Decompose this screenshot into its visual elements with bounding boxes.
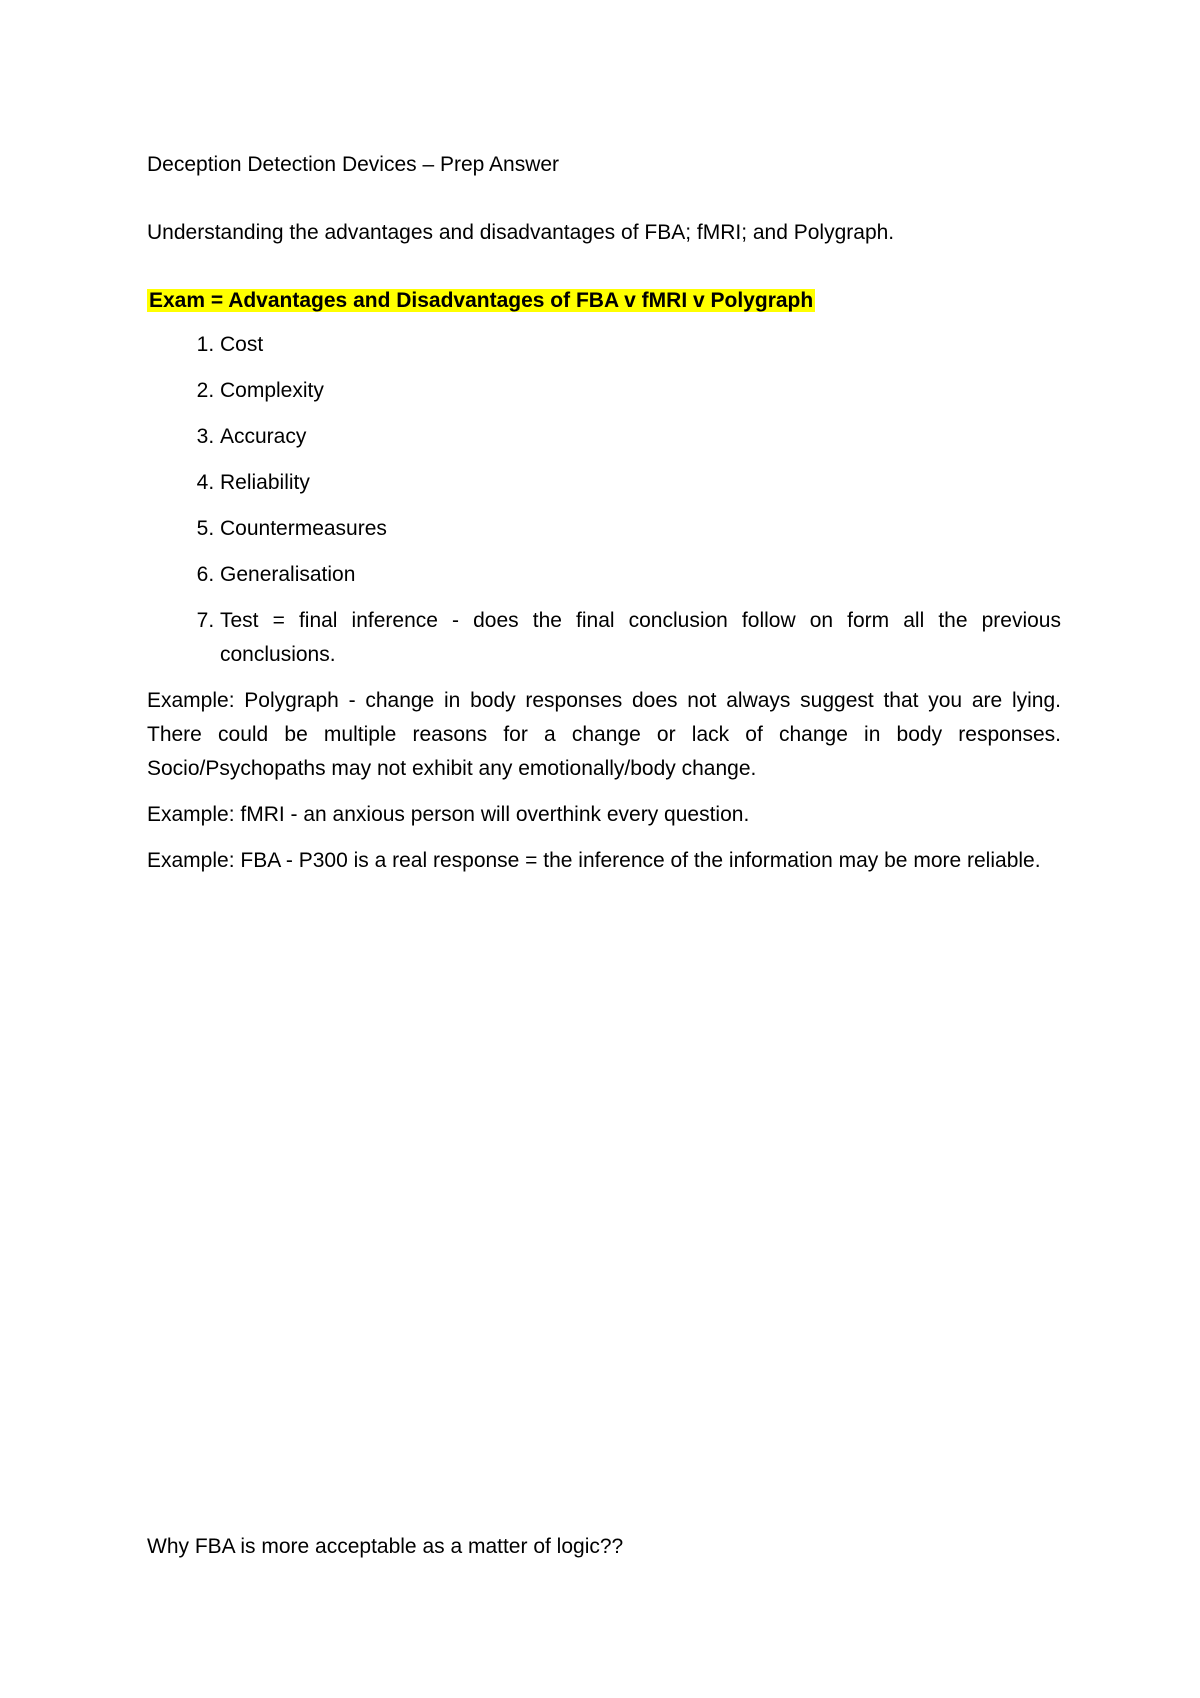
example-polygraph: Example: Polygraph - change in body responses does not always suggest that you are lying. There could be multiple reasons for a change or lack of change in body responses. Socio/Psychopaths may not exhibit any emotionally/body change. <box>147 689 1061 780</box>
list-item: 5. Countermeasures <box>220 512 1061 546</box>
list-item: 4. Reliability <box>220 466 1061 500</box>
list-item: 6. Generalisation <box>220 558 1061 592</box>
list-item: 3. Accuracy <box>220 420 1061 454</box>
closing-question: Why FBA is more acceptable as a matter of logic?? <box>147 1535 624 1558</box>
example-fba: Example: FBA - P300 is a real response = the inference of the information may be more reliable. <box>147 849 1041 872</box>
list-item: 7. Test = final inference - does the final conclusion follow on form all the previous conclusions. <box>220 604 1061 672</box>
criteria-list <box>147 328 1061 672</box>
list-item: 2. Complexity <box>220 374 1061 408</box>
document-subtitle: Understanding the advantages and disadvantages of FBA; fMRI; and Polygraph. <box>147 221 895 244</box>
exam-heading <box>147 284 1061 318</box>
exam-heading-highlight: Exam = Advantages and Disadvantages of FBA v fMRI v Polygraph <box>149 289 814 312</box>
document-title: Deception Detection Devices – Prep Answer <box>147 153 560 176</box>
document-body <box>147 148 1061 890</box>
example-fmri: Example: fMRI - an anxious person will overthink every question. <box>147 803 750 826</box>
list-item: 1. Cost <box>220 328 1061 362</box>
